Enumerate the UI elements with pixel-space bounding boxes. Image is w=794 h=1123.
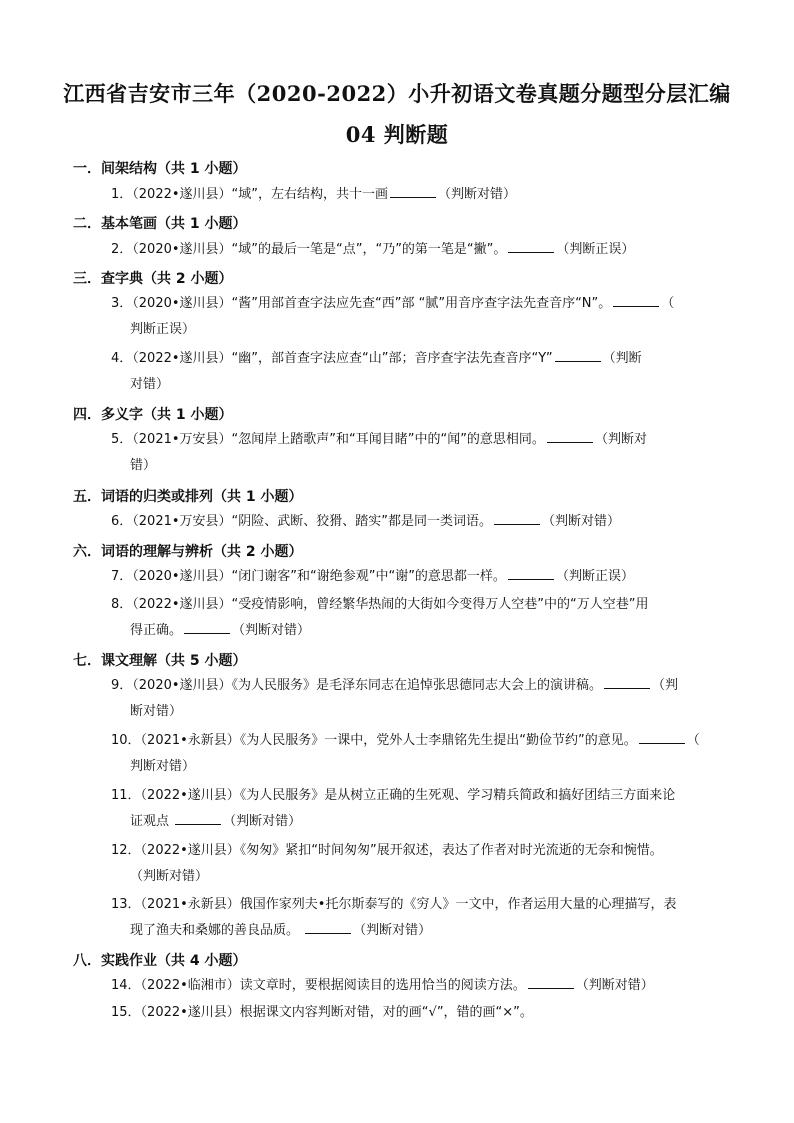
answer-blank[interactable] <box>613 292 659 307</box>
question-text: 6．（2021•万安县）“阴险、武断、狡猾、踏实”都是同一类词语。 <box>111 514 492 529</box>
page-subtitle: 04 判断题 <box>345 122 449 147</box>
question-suffix: （判 <box>652 678 679 693</box>
question-5-cont: 错） <box>130 458 157 473</box>
question-11: 11．（2022•遂川县）《为人民服务》是从树立正确的生死观、学习精兵简政和搞好团结三方面来论 <box>111 788 676 803</box>
question-3 <box>111 291 725 317</box>
answer-blank[interactable] <box>508 565 554 580</box>
question-suffix: （判断对错） <box>232 623 311 638</box>
question-2 <box>111 237 725 263</box>
section-heading: 五．词语的归类或排列（共 1 小题） <box>73 489 303 505</box>
question-text: 10．（2021•永新县）《为人民服务》一课中，党外人士李鼎铭先生提出“勤俭节约”的意见。 <box>111 733 637 748</box>
question-suffix: （判断对错） <box>353 923 432 938</box>
question-13-cont <box>130 918 744 944</box>
question-12: 12．（2022•遂川县）《匆匆》紧扣“时间匆匆”展开叙述，表达了作者对时光流逝的无奈和惋惜。 <box>111 843 663 858</box>
section-heading: 三．查字典（共 2 小题） <box>73 271 233 287</box>
question-13: 13．（2021•永新县）俄国作家列夫•托尔斯泰写的《穷人》一文中，作者运用大量的心理描写，表 <box>111 897 677 912</box>
answer-blank[interactable] <box>305 919 351 934</box>
question-4-cont: 对错） <box>130 377 170 392</box>
question-text: 9．（2020•遂川县）《为人民服务》是毛泽东同志在追悼张思德同志大会上的演讲稿。 <box>111 678 603 693</box>
answer-blank[interactable] <box>175 810 221 825</box>
question-14 <box>111 973 725 999</box>
question-text: 证观点 <box>130 814 170 829</box>
section-heading: 七．课文理解（共 5 小题） <box>73 653 247 669</box>
question-suffix: （判断对错） <box>575 978 654 993</box>
question-11-cont <box>130 809 744 835</box>
question-suffix: （判断 <box>602 351 642 366</box>
answer-blank[interactable] <box>184 619 230 634</box>
answer-blank[interactable] <box>390 183 436 198</box>
question-15: 15．（2022•遂川县）根据课文内容判断对错，对的画“√”，错的画“×”。 <box>111 1005 533 1020</box>
question-8: 8．（2022•遂川县）“受疫情影响，曾经繁华热闹的大街如今变得万人空巷”中的“万人空巷”用 <box>111 597 649 612</box>
question-5 <box>111 427 725 453</box>
question-9-cont: 断对错） <box>130 704 183 719</box>
question-text: 4．（2022•遂川县）“幽”，部首查字法应查“山”部；音序查字法先查音序“Y” <box>111 351 553 366</box>
question-8-cont <box>130 618 744 644</box>
question-text: 得正确。 <box>130 623 183 638</box>
answer-blank[interactable] <box>528 974 574 989</box>
question-suffix: （ <box>661 296 675 311</box>
question-suffix: （ <box>686 733 700 748</box>
section-heading: 八．实践作业（共 4 小题） <box>73 953 247 969</box>
question-4 <box>111 346 725 372</box>
question-10-cont: 判断对错） <box>130 759 196 774</box>
answer-blank[interactable] <box>639 729 685 744</box>
question-text: 现了渔夫和桑娜的善良品质。 <box>130 923 300 938</box>
question-12-cont: （判断对错） <box>130 869 209 884</box>
question-7 <box>111 564 725 590</box>
question-text: 7．（2020•遂川县）“闭门谢客”和“谢绝参观”中“谢”的意思都一样。 <box>111 569 506 584</box>
answer-blank[interactable] <box>508 238 554 253</box>
question-text: 5．（2021•万安县）“忽闻岸上踏歌声”和“耳闻目睹”中的“闻”的意思相同。 <box>111 432 545 447</box>
question-9 <box>111 673 725 699</box>
question-text: 1．（2022•遂川县）“域”，左右结构，共十一画 <box>111 187 388 202</box>
question-suffix: （判断正误） <box>556 242 635 257</box>
question-suffix: （判断对错） <box>438 187 517 202</box>
question-suffix: （判断对错） <box>542 514 621 529</box>
section-heading: 一．间架结构（共 1 小题） <box>73 161 247 177</box>
question-text: 3．（2020•遂川县）“酱”用部首查字法应先查“西”部 “腻”用音序查字法先查音序“N”。 <box>111 296 612 311</box>
question-3-cont: 判断正误） <box>130 322 196 337</box>
question-text: 14．（2022•临湘市）读文章时，要根据阅读目的选用恰当的阅读方法。 <box>111 978 526 993</box>
question-6 <box>111 509 725 535</box>
section-heading: 六．词语的理解与辨析（共 2 小题） <box>73 544 303 560</box>
question-10 <box>111 728 725 754</box>
question-suffix: （判断正误） <box>555 569 634 584</box>
answer-blank[interactable] <box>494 510 540 525</box>
question-1 <box>111 182 725 208</box>
page-title: 江西省吉安市三年（2020-2022）小升初语文卷真题分题型分层汇编 <box>63 81 731 106</box>
question-suffix: （判断对错） <box>223 814 302 829</box>
question-suffix: （判断对 <box>594 432 647 447</box>
answer-blank[interactable] <box>555 347 601 362</box>
answer-blank[interactable] <box>604 674 650 689</box>
answer-blank[interactable] <box>547 428 593 443</box>
section-heading: 二．基本笔画（共 1 小题） <box>73 216 247 232</box>
section-heading: 四．多义字（共 1 小题） <box>73 407 233 423</box>
question-text: 2．（2020•遂川县）“域”的最后一笔是“点”，“乃”的第一笔是“撇”。 <box>111 242 507 257</box>
